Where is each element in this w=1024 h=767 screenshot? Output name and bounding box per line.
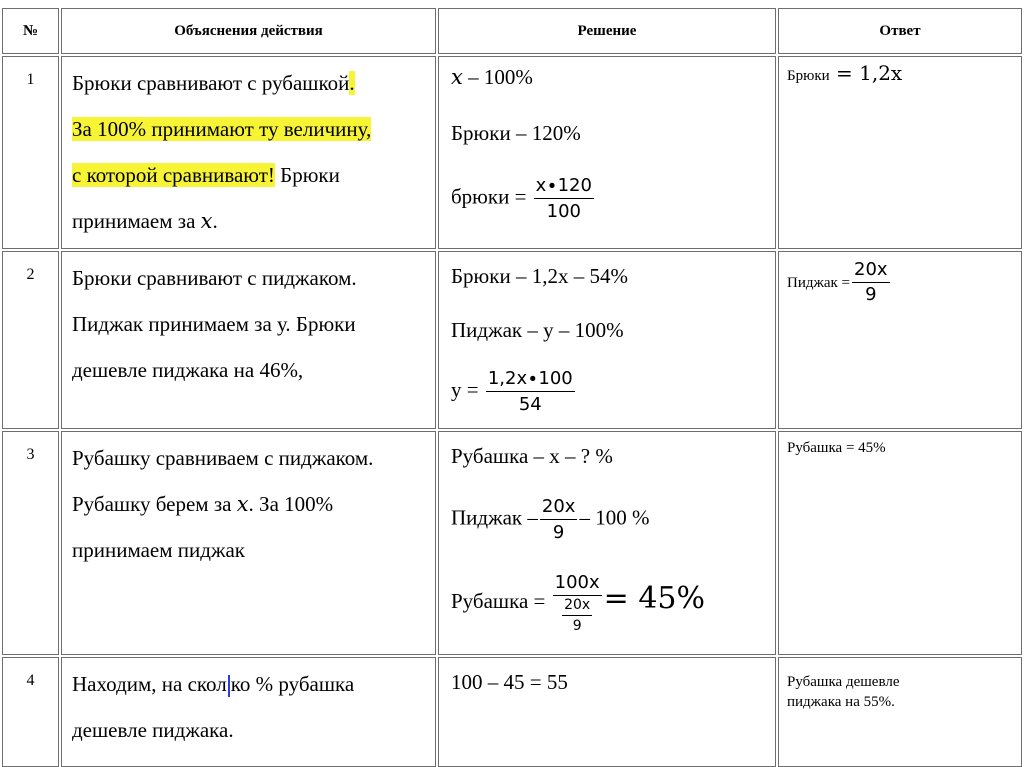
row-2-solution — [438, 251, 776, 429]
solution-line: Рубашка – x – ? % — [451, 444, 613, 468]
fraction: $\frac{100x}{\frac{20x}{9}}$ — [554, 572, 600, 634]
highlight: с которой сравнивают! — [72, 163, 275, 187]
explain-line: Рубашку сравниваем с пиджаком. — [72, 446, 374, 470]
explain-line: принимаем пиджак — [72, 538, 245, 562]
row-4-solution — [438, 657, 776, 767]
row-1-num — [2, 56, 59, 249]
row-4-explain — [61, 657, 436, 767]
solution-line: Пиджак – y – 100% — [451, 318, 624, 342]
row-1-answer: Брюки = 1,2x — [778, 56, 1022, 249]
explain-line: дешевле пиджака. — [72, 718, 234, 742]
header-num — [2, 8, 59, 54]
text-cursor-icon[interactable] — [228, 675, 230, 697]
header-explain — [61, 8, 436, 54]
row-num-label: 2 — [26, 266, 35, 283]
solution-line: 100 – 45 = 55 — [451, 670, 568, 694]
explain-line — [72, 106, 429, 152]
highlight: . — [349, 71, 355, 95]
row-4-num — [2, 657, 59, 767]
nested-fraction: $\frac{20x}{9}$ — [564, 597, 591, 634]
fraction: $\frac{20x}{9}$ — [854, 259, 888, 305]
solution-line: брюки = $\frac{x\cdot 120}{100}$ — [451, 175, 592, 222]
row-1-solution — [438, 56, 776, 249]
row-1-explain — [61, 56, 436, 249]
explain-line: Рубашку берем за x. За 100% — [72, 492, 334, 516]
solution-line: Рубашка = $\frac{100x}{\frac{20x}{9}}$ = 45% — [451, 572, 706, 634]
row-num-label: 3 — [26, 446, 35, 463]
row-3-answer: Рубашка = 45% — [778, 431, 1022, 655]
row-num-label: 1 — [26, 71, 35, 88]
solution-line: Брюки – 120% — [451, 121, 581, 145]
solution-line: y = $\frac{1,2x\cdot 100}{54}$ — [451, 368, 573, 415]
explain-line: дешевле пиджака на 46%, — [72, 358, 304, 382]
row-4-answer — [778, 657, 1022, 767]
header-explain-label: Объяснения действия — [174, 22, 323, 39]
row-3-solution — [438, 431, 776, 655]
header-num-label: № — [22, 22, 39, 39]
row-3-explain — [61, 431, 436, 655]
answer-line: пиджака на 55%. — [787, 694, 895, 710]
fraction: $\frac{20x}{9}$ — [541, 496, 576, 543]
solution-line: x – 100% — [451, 65, 533, 89]
explain-line: Брюки сравнивают с рубашкой. — [72, 71, 355, 95]
explain-line: с которой сравнивают! Брюки — [72, 163, 340, 187]
explain-line: Пиджак принимаем за у. Брюки — [72, 312, 356, 336]
solution-line: Брюки – 1,2x – 54% — [451, 264, 628, 288]
row-3-num — [2, 431, 59, 655]
highlight: За 100% принимают ту величину, — [72, 117, 372, 141]
header-solution — [438, 8, 776, 54]
explain-line: принимаем за x. — [72, 209, 218, 233]
row-2-num — [2, 251, 59, 429]
explain-line: Брюки сравнивают с пиджаком. — [72, 266, 357, 290]
row-2-explain — [61, 251, 436, 429]
solution-line: Пиджак – $\frac{20x}{9}$ – 100 % — [451, 496, 650, 543]
explain-line: Находим, на скол ко % рубашка — [72, 672, 355, 696]
answer-line: Пиджак = $\frac{20x}{9}$ — [787, 259, 888, 305]
header-answer-label: Ответ — [879, 22, 921, 39]
header-solution-label: Решение — [577, 22, 637, 39]
answer-line: Рубашка дешевле — [787, 674, 900, 690]
fraction: $\frac{1,2x\cdot 100}{54}$ — [487, 368, 573, 415]
fraction: $\frac{x\cdot 120}{100}$ — [535, 175, 592, 222]
row-2-answer — [778, 251, 1022, 429]
header-answer — [778, 8, 1022, 54]
row-num-label: 4 — [26, 672, 35, 689]
